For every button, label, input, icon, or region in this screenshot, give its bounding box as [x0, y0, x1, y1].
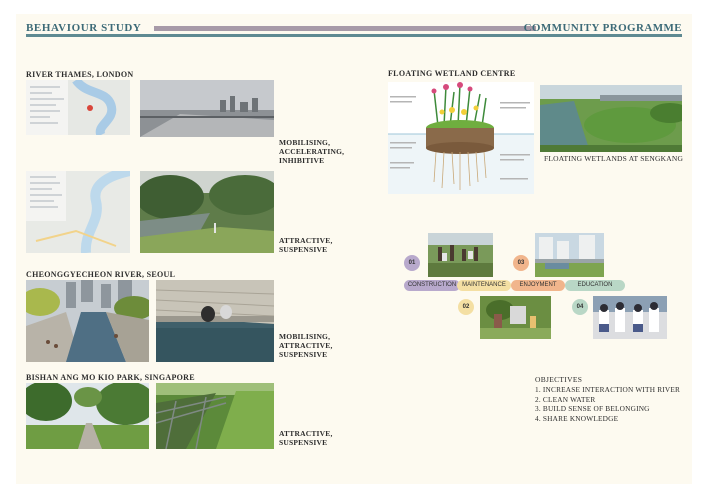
sengkang-photo — [540, 85, 682, 152]
stage-enjoyment: ENJOYMENT — [511, 280, 565, 291]
stage-maintenance: MAINTENANCE — [457, 280, 511, 291]
objective-item: 3. BUILD SENSE OF BELONGING — [535, 404, 650, 413]
thames-caption-2: ATTRACTIVE, SUSPENSIVE — [279, 236, 333, 254]
poster-board — [16, 14, 692, 484]
bishan-heading: BISHAN ANG MO KIO PARK, SINGAPORE — [26, 373, 195, 382]
cheonggyecheon-heading: CHEONGGYECHEON RIVER, SEOUL — [26, 270, 176, 279]
education-photo — [593, 296, 667, 339]
construction-photo — [428, 233, 493, 277]
bishan-caption: ATTRACTIVE, SUSPENSIVE — [279, 429, 333, 447]
thames-caption-1: MOBILISING, ACCELERATING, INHIBITIVE — [279, 138, 345, 165]
maintenance-photo — [480, 296, 551, 339]
enjoyment-photo — [535, 233, 604, 277]
cheonggyecheon-photo-2 — [156, 280, 274, 362]
thames-map-1 — [26, 80, 130, 135]
objective-item: 2. CLEAN WATER — [535, 394, 596, 404]
stage-number-03: 03 — [513, 255, 529, 271]
objective-item: 1. INCREASE INTERACTION WITH RIVER — [535, 385, 681, 394]
floating-wetland-heading: FLOATING WETLAND CENTRE — [388, 69, 516, 78]
stage-number-04: 04 — [572, 299, 588, 315]
stage-number-01: 01 — [404, 255, 420, 271]
thames-heading: RIVER THAMES, LONDON — [26, 70, 134, 79]
stage-education: EDUCATION — [565, 280, 625, 291]
header-bar-teal — [26, 34, 682, 37]
header-bar-mauve — [154, 26, 536, 31]
objective-item: 4. SHARE KNOWLEDGE — [535, 413, 619, 423]
cheonggyecheon-photo-1 — [26, 280, 149, 362]
thames-photo-2 — [140, 171, 274, 253]
community-programme-title: COMMUNITY PROGRAMME — [523, 22, 682, 34]
sengkang-caption: FLOATING WETLANDS AT SENGKANG — [544, 154, 684, 163]
stage-construction: CONSTRUCTION — [404, 280, 460, 291]
objectives-title: OBJECTIVES — [535, 375, 583, 384]
thames-map-2 — [26, 171, 130, 253]
thames-photo-1 — [140, 80, 274, 137]
bishan-photo-2 — [156, 383, 274, 449]
behaviour-study-title: BEHAVIOUR STUDY — [26, 22, 142, 34]
cheonggyecheon-caption: MOBILISING, ATTRACTIVE, SUSPENSIVE — [279, 332, 333, 359]
objectives-list — [535, 385, 680, 423]
bishan-photo-1 — [26, 383, 149, 449]
wetland-diagram — [388, 82, 534, 194]
stage-number-02: 02 — [458, 299, 474, 315]
